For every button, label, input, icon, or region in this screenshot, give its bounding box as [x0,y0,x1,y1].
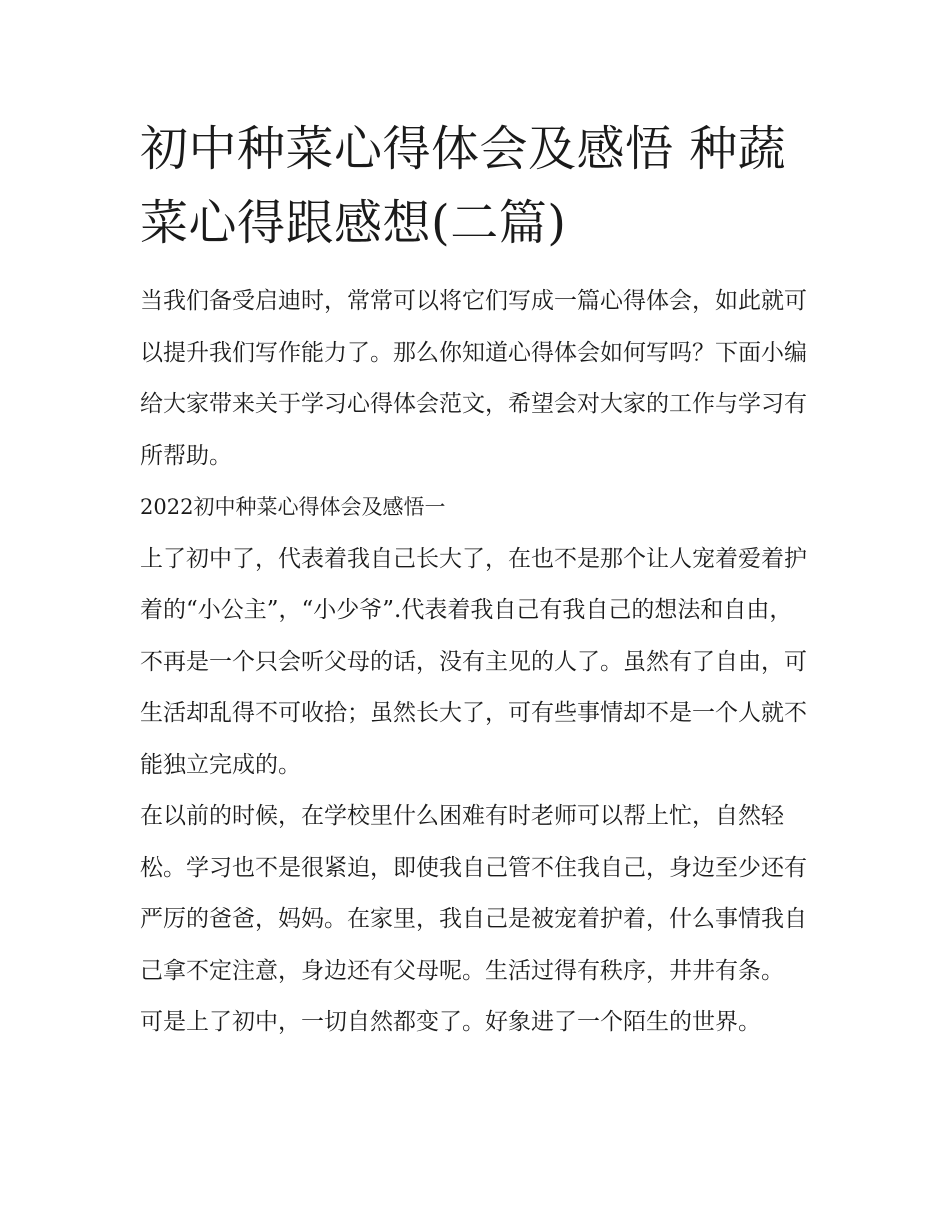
document-title: 初中种菜心得体会及感悟 种蔬菜心得跟感想(二篇) [140,121,787,251]
body-paragraph: 在以前的时候，在学校里什么困难有时老师可以帮上忙，自然轻松。学习也不是很紧迫，即使我自己管不住我自己，身边至少还有严厉的爸爸，妈妈。在家里，我自己是被宠着护着，什么事情我自己拿不定注意，身边还有父母呢。生活过得有秩序，井井有条。 [140,803,807,984]
intro-paragraph: 当我们备受启迪时，常常可以将它们写成一篇心得体会，如此就可以提升我们写作能力了。那么你知道心得体会如何写吗？下面小编给大家带来关于学习心得体会范文，希望会对大家的工作与学习有所帮助。 [140,288,807,469]
document-body [140,276,812,1049]
section-heading: 2022初中种菜心得体会及感悟一 [140,495,446,519]
body-paragraph: 上了初中了，代表着我自己长大了，在也不是那个让人宠着爱着护着的“小公主”，“小少爷”.代表着我自己有我自己的想法和自由，不再是一个只会听父母的话，没有主见的人了。虽然有了自由，可生活却乱得不可收拾；虽然长大了，可有些事情却不是一个人就不能独立完成的。 [140,545,807,778]
body-paragraph: 可是上了初中，一切自然都变了。好象进了一个陌生的世界。 [140,1009,761,1035]
